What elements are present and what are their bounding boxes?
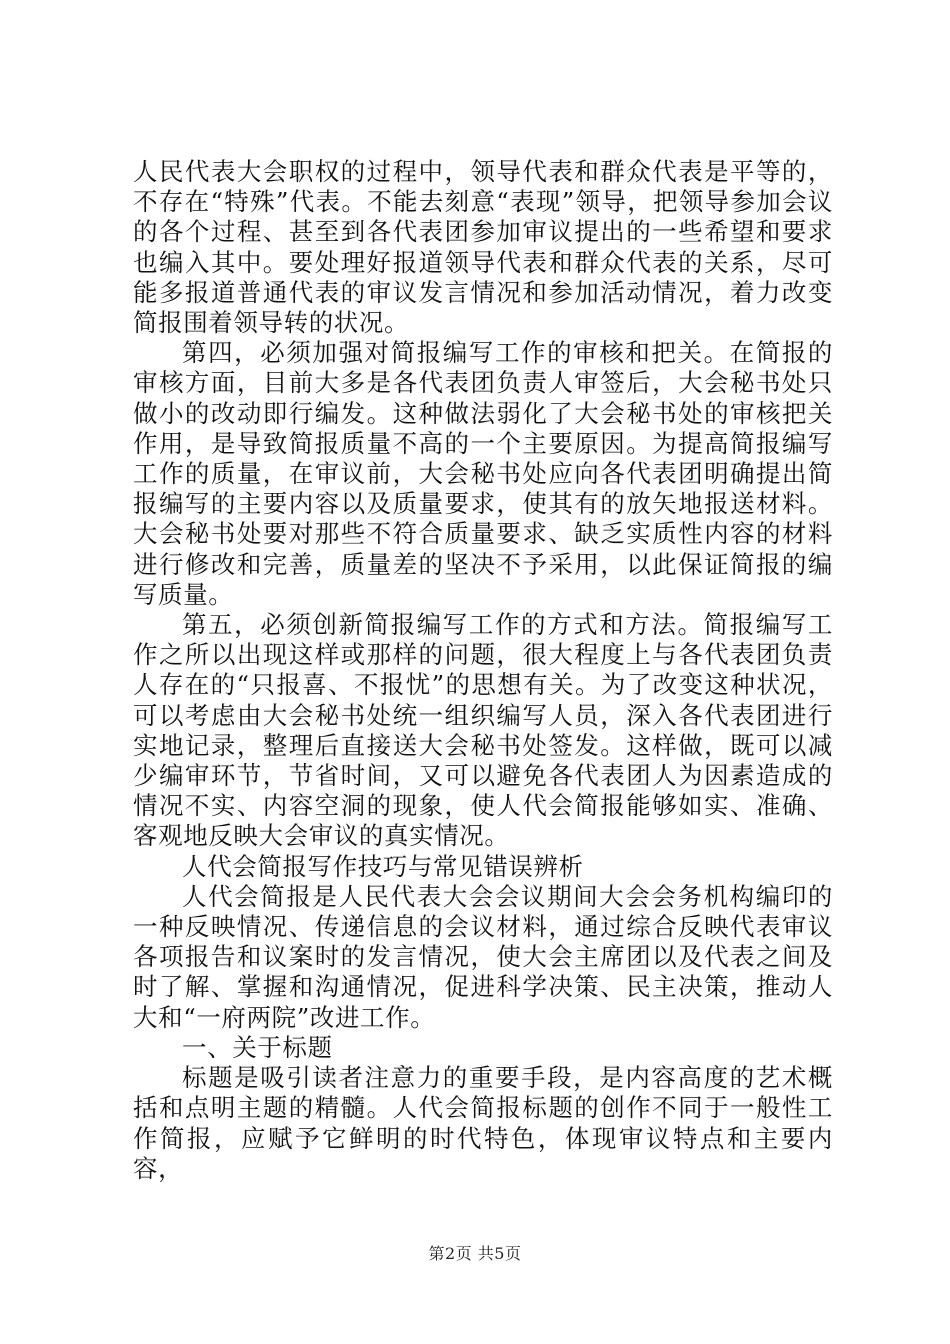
page-number-footer: 第2页 共5页 (428, 1244, 522, 1263)
paragraph-title-section: 标题是吸引读者注意力的重要手段，是内容高度的艺术概括和点明主题的精髓。人代会简报标题的创作不同于一般性工作简报，应赋予它鲜明的时代特色，体现审议特点和主要内容， (133, 1063, 833, 1183)
document-body (133, 157, 833, 1184)
subsection-heading: 一、关于标题 (182, 1032, 333, 1062)
paragraph-1: 人民代表大会职权的过程中，领导代表和群众代表是平等的，不存在“特殊”代表。不能去刻意“表现”领导，把领导参加会议的各个过程、甚至到各代表团参加审议提出的一些希望和要求也编入其中。要处理好报道领导代表和群众代表的关系，尽可能多报道普通代表的审议发言情况和参加活动情况，着力改变简报围着领导转的状况。 (133, 157, 833, 338)
paragraph-3: 第五，必须创新简报编写工作的方式和方法。简报编写工作之所以出现这样或那样的问题，很大程度上与各代表团负责人存在的“只报喜、不报忧”的思想有关。为了改变这种状况，可以考虑由大会秘书处统一组织编写人员，深入各代表团进行实地记录，整理后直接送大会秘书处签发。这样做，既可以减少编审环节，节省时间，又可以避免各代表团人为因素造成的情况不实、内容空洞的现象，使人代会简报能够如实、准确、客观地反映大会审议的真实情况。 (133, 610, 833, 851)
paragraph-2: 第四，必须加强对简报编写工作的审核和把关。在简报的审核方面，目前大多是各代表团负责人审签后，大会秘书处只做小的改动即行编发。这种做法弱化了大会秘书处的审核把关作用，是导致简报质量不高的一个主要原因。为提高简报编写工作的质量，在审议前，大会秘书处应向各代表团明确提出简报编写的主要内容以及质量要求，使其有的放矢地报送材料。大会秘书处要对那些不符合质量要求、缺乏实质性内容的材料进行修改和完善，质量差的坚决不予采用，以此保证简报的编写质量。 (133, 338, 833, 609)
paragraph-intro: 人代会简报是人民代表大会会议期间大会会务机构编印的一种反映情况、传递信息的会议材料，通过综合反映代表审议各项报告和议案时的发言情况，使大会主席团以及代表之间及时了解、掌握和沟通情况，促进科学决策、民主决策，推动人大和“一府两院”改进工作。 (133, 881, 833, 1032)
section-title: 人代会简报写作技巧与常见错误辨析 (182, 851, 584, 881)
